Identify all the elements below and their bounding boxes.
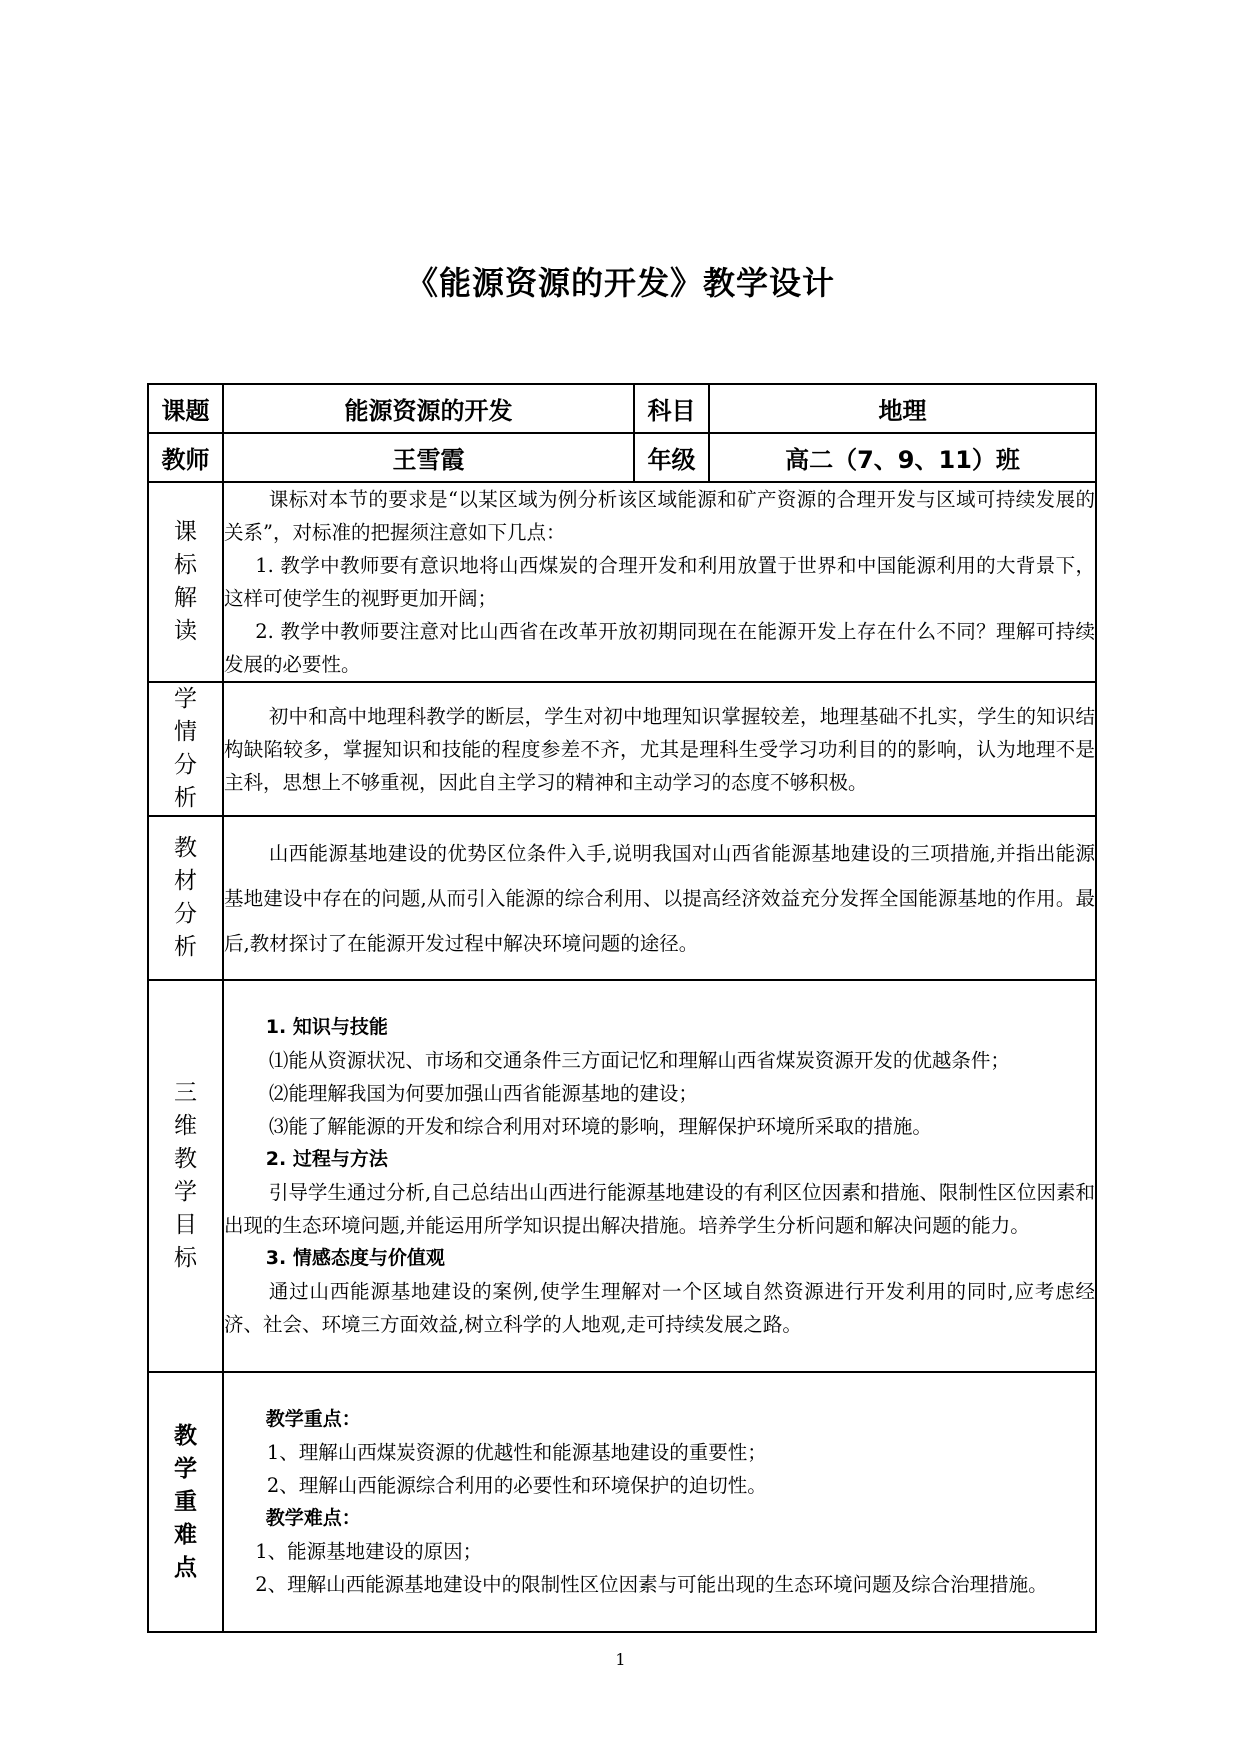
objective-knowledge-3: ⑶能了解能源的开发和综合利用对环境的影响，理解保护环境所采取的措施。 — [268, 1115, 932, 1138]
objective-knowledge-2: ⑵能理解我国为何要加强山西省能源基地的建设； — [268, 1082, 698, 1105]
objective-process-1: 引导学生通过分析,自己总结出山西进行能源基地建设的有利区位因素和措施、限制性区位因素和出现的生态环境问题,并能运用所学知识提出解决措施。培养学生分析问题和解决问题的能力。 — [224, 1181, 1095, 1237]
curriculum-row — [148, 482, 1096, 682]
keypoints-content — [223, 1372, 1096, 1632]
curriculum-para-3: 2. 教学中教师要注意对比山西省在改革开放初期同现在在能源开发上存在什么不同？理解可持续发展的必要性。 — [224, 620, 1095, 676]
header-row-teacher — [148, 433, 1096, 482]
students-para-1: 初中和高中地理科教学的断层，学生对初中地理知识掌握较差，地理基础不扎实，学生的知识结构缺陷较多，掌握知识和技能的程度参差不齐，尤其是理科生受学习功利目的的影响，认为地理不是主科，思想上不够重视，因此自主学习的精神和主动学习的态度不够积极。 — [224, 704, 1095, 794]
curriculum-para-2: 1. 教学中教师要有意识地将山西煤炭的合理开发和利用放置于世界和中国能源利用的大背景下，这样可使学生的视野更加开阔； — [224, 554, 1095, 610]
keypoints-row — [148, 1372, 1096, 1632]
objectives-label: 三 维 教 学 目 标 — [148, 980, 223, 1372]
header-row-topic — [148, 384, 1096, 433]
students-content — [223, 682, 1096, 816]
grade-value: 高二（7、9、11）班 — [709, 433, 1096, 482]
textbook-content — [223, 816, 1096, 980]
objectives-row — [148, 980, 1096, 1372]
objectives-content — [223, 980, 1096, 1372]
subject-value: 地理 — [709, 384, 1096, 433]
difficult-points-title: 教学难点： — [265, 1507, 361, 1529]
textbook-row — [148, 816, 1096, 980]
key-point-1: 1、理解山西煤炭资源的优越性和能源基地建设的重要性； — [266, 1441, 767, 1464]
difficult-point-1: 1、能源基地建设的原因； — [255, 1540, 483, 1563]
objective-heading-knowledge: 1. 知识与技能 — [265, 1016, 388, 1038]
lesson-plan-table — [147, 383, 1097, 1633]
objective-heading-values: 3. 情感态度与价值观 — [265, 1247, 445, 1269]
curriculum-para-1: 课标对本节的要求是“以某区域为例分析该区域能源和矿产资源的合理开发与区域可持续发展的关系”，对标准的把握须注意如下几点： — [224, 488, 1095, 544]
topic-label: 课题 — [148, 384, 223, 433]
objective-heading-process: 2. 过程与方法 — [265, 1148, 388, 1170]
students-label: 学 情 分 析 — [148, 682, 223, 816]
teacher-value: 王雪霞 — [223, 433, 634, 482]
key-point-2: 2、理解山西能源综合利用的必要性和环境保护的迫切性。 — [266, 1474, 767, 1497]
grade-label: 年级 — [634, 433, 709, 482]
topic-value: 能源资源的开发 — [223, 384, 634, 433]
curriculum-content — [223, 482, 1096, 682]
curriculum-label: 课 标 解 读 — [148, 482, 223, 682]
keypoints-label: 教 学 重 难 点 — [148, 1372, 223, 1632]
key-points-title: 教学重点： — [265, 1408, 361, 1430]
objective-knowledge-1: ⑴能从资源状况、市场和交通条件三方面记忆和理解山西省煤炭资源开发的优越条件； — [268, 1049, 1010, 1072]
objective-values-1: 通过山西能源基地建设的案例,使学生理解对一个区域自然资源进行开发利用的同时,应考虑经济、社会、环境三方面效益,树立科学的人地观,走可持续发展之路。 — [224, 1280, 1095, 1336]
teacher-label: 教师 — [148, 433, 223, 482]
document-title: 《能源资源的开发》教学设计 — [405, 264, 835, 302]
difficult-point-2: 2、理解山西能源基地建设中的限制性区位因素与可能出现的生态环境问题及综合治理措施。 — [255, 1573, 1048, 1596]
page-number: 1 — [615, 1650, 626, 1669]
textbook-para-1: 山西能源基地建设的优势区位条件入手,说明我国对山西省能源基地建设的三项措施,并指出能源基地建设中存在的问题,从而引入能源的综合利用、以提高经济效益充分发挥全国能源基地的作用。最后,教材探讨了在能源开发过程中解决环境问题的途径。 — [224, 841, 1095, 955]
students-row — [148, 682, 1096, 816]
subject-label: 科目 — [634, 384, 709, 433]
textbook-label: 教 材 分 析 — [148, 816, 223, 980]
